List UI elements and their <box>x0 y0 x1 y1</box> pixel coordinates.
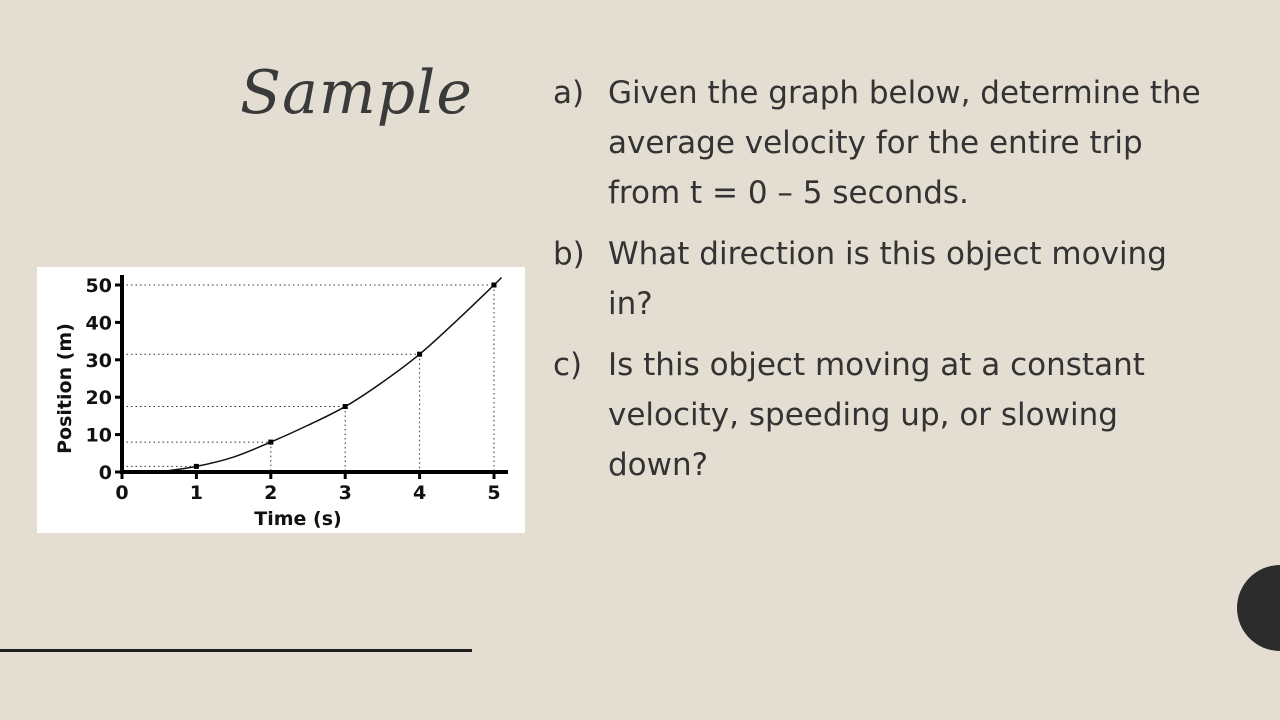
footer-divider <box>0 649 472 652</box>
question-marker: b) <box>553 236 585 272</box>
data-point <box>417 352 422 357</box>
x-tick-label: 5 <box>487 482 501 504</box>
position-curve <box>159 278 501 472</box>
data-point <box>194 464 199 469</box>
position-time-chart <box>37 267 525 533</box>
question-b <box>553 229 1213 329</box>
y-tick-labels <box>86 275 122 484</box>
x-tick-labels <box>115 472 500 504</box>
chart-svg <box>37 267 525 533</box>
x-tick-label: 2 <box>264 482 278 504</box>
y-axis-label: Position (m) <box>54 323 76 454</box>
question-marker: a) <box>553 75 585 111</box>
question-list <box>553 68 1213 501</box>
marked-points <box>194 283 497 469</box>
y-tick-label: 0 <box>98 462 112 484</box>
x-tick-label: 1 <box>189 482 204 504</box>
y-tick-label: 30 <box>85 349 112 372</box>
question-a <box>553 68 1213 218</box>
question-text: Is this object moving at a constant velocity, speeding up, or slowing down? <box>608 347 1145 483</box>
y-tick-label: 20 <box>85 387 112 410</box>
x-axis-label: Time (s) <box>254 508 342 530</box>
x-tick-label: 3 <box>338 482 352 504</box>
data-point <box>268 440 273 445</box>
guide-lines <box>122 285 494 472</box>
data-point <box>343 404 348 409</box>
decorative-circle <box>1237 565 1280 651</box>
y-tick-label: 50 <box>85 275 112 297</box>
question-text: Given the graph below, determine the average velocity for the entire trip from t = 0 – 5 seconds. <box>608 75 1201 211</box>
y-tick-label: 40 <box>85 312 112 335</box>
y-tick-label: 10 <box>85 424 112 447</box>
x-tick-label: 4 <box>412 482 427 504</box>
question-c <box>553 340 1213 490</box>
x-tick-label: 0 <box>115 482 129 504</box>
question-marker: c) <box>553 347 583 383</box>
data-point <box>492 283 497 288</box>
question-text: What direction is this object moving in? <box>608 236 1167 322</box>
slide-title: Sample <box>240 58 473 128</box>
